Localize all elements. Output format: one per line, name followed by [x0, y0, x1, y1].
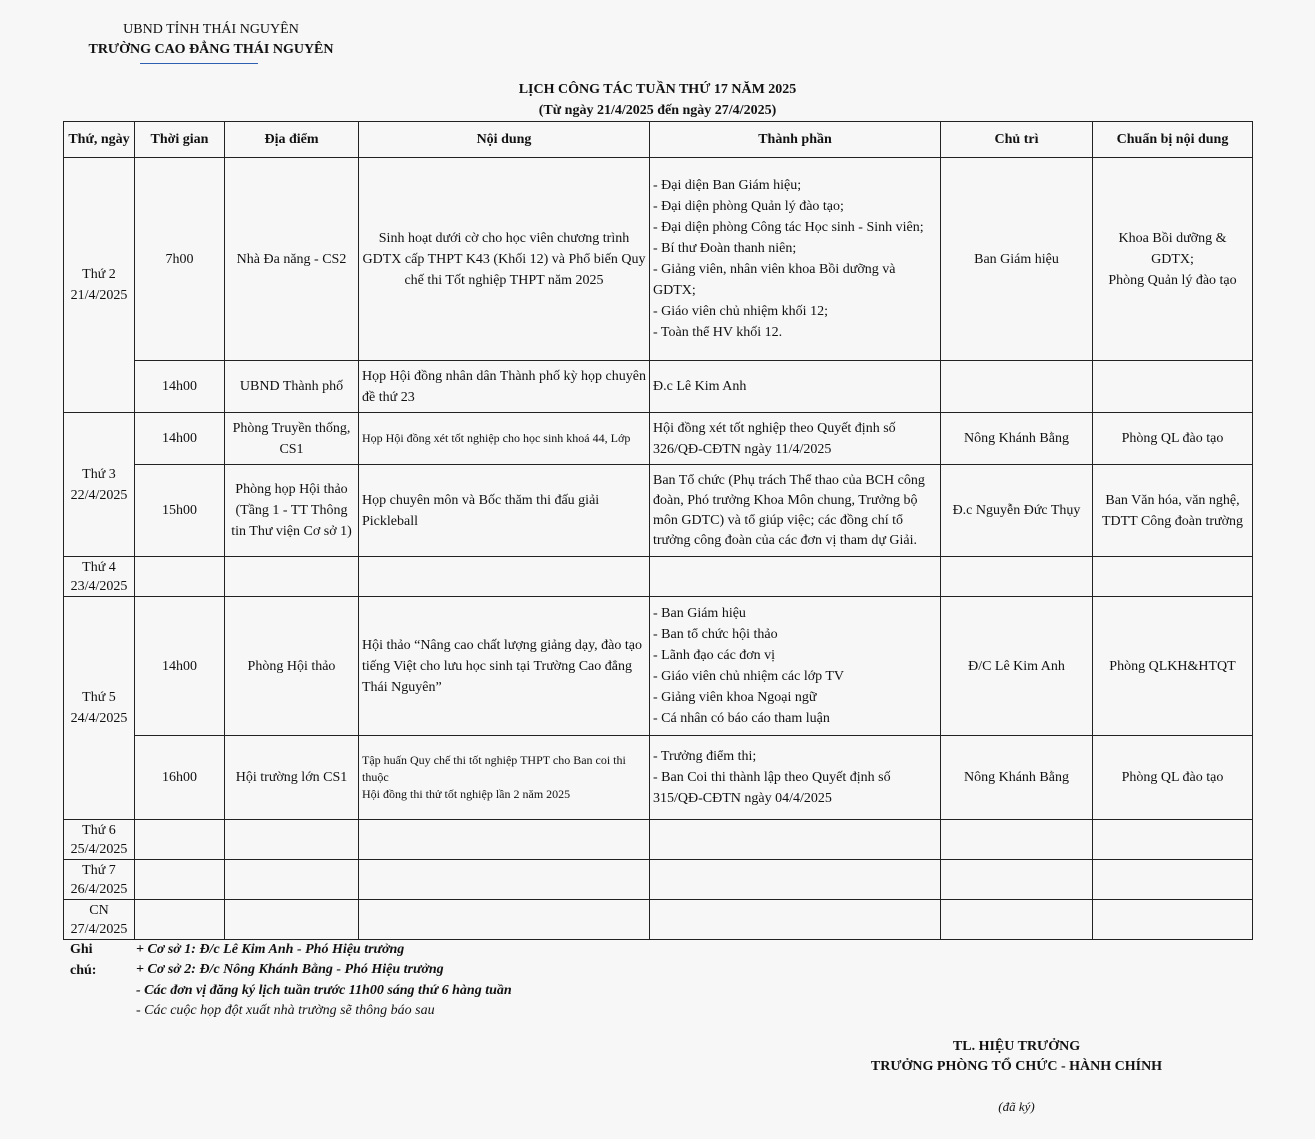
col-header-host: Chủ trì	[941, 122, 1093, 158]
place-cell	[225, 860, 359, 900]
prep-cell: Khoa Bồi dưỡng & GDTX; Phòng Quản lý đào tạo	[1093, 158, 1253, 361]
place-cell	[225, 820, 359, 860]
note-line: - Các đơn vị đăng ký lịch tuần trước 11h00 sáng thứ 6 hàng tuần	[136, 983, 512, 998]
prep-cell	[1093, 860, 1253, 900]
org-name: TRƯỜNG CAO ĐẲNG THÁI NGUYÊN	[88, 42, 334, 57]
table-row	[64, 413, 1253, 465]
page-subtitle: (Từ ngày 21/4/2025 đến ngày 27/4/2025)	[538, 103, 777, 118]
day-cell: Thứ 2 21/4/2025	[64, 158, 135, 413]
signature-title: TL. HIỆU TRƯỞNG	[952, 1039, 1081, 1054]
notes-label: Ghi chú:	[70, 942, 97, 978]
day-cell: Thứ 7 26/4/2025	[64, 860, 135, 900]
day-cell: CN 27/4/2025	[64, 900, 135, 940]
signature-signed: (đã ký)	[998, 1099, 1035, 1114]
prep-cell	[1093, 900, 1253, 940]
place-cell: Hội trường lớn CS1	[225, 736, 359, 820]
content-cell: Hội thảo “Nâng cao chất lượng giảng dạy, đào tạo tiếng Việt cho lưu học sinh tại Trường Cao đẳng Thái Nguyên”	[359, 597, 650, 736]
members-cell: - Trưởng điểm thi; - Ban Coi thi thành lập theo Quyết định số 315/QĐ-CĐTN ngày 04/4/2025	[650, 736, 941, 820]
col-header-place: Địa điểm	[225, 122, 359, 158]
content-cell	[359, 557, 650, 597]
time-cell	[135, 557, 225, 597]
time-cell: 14h00	[135, 361, 225, 413]
members-cell	[650, 820, 941, 860]
host-cell: Ban Giám hiệu	[941, 158, 1093, 361]
table-row	[64, 860, 1253, 900]
place-cell: Nhà Đa năng - CS2	[225, 158, 359, 361]
place-cell: Phòng họp Hội thảo (Tầng 1 - TT Thông tin Thư viện Cơ sở 1)	[225, 465, 359, 557]
place-cell: Phòng Truyền thống, CS1	[225, 413, 359, 465]
table-header-row	[64, 122, 1253, 158]
members-cell: - Đại diện Ban Giám hiệu; - Đại diện phòng Quản lý đào tạo; - Đại diện phòng Công tác Học sinh - Sinh viên; - Bí thư Đoàn thanh niên; - Giảng viên, nhân viên khoa Bồi dưỡng và GDTX; - Giáo viên chủ nhiệm khối 12; - Toàn thể HV khối 12.	[650, 158, 941, 361]
table-row	[64, 158, 1253, 361]
content-cell	[359, 820, 650, 860]
org-underline	[140, 63, 258, 64]
host-cell	[941, 900, 1093, 940]
members-cell: - Ban Giám hiệu - Ban tổ chức hội thảo - Lãnh đạo các đơn vị - Giáo viên chủ nhiệm các lớp TV - Giảng viên khoa Ngoại ngữ - Cá nhân có báo cáo tham luận	[650, 597, 941, 736]
host-cell: Nông Khánh Bằng	[941, 413, 1093, 465]
prep-cell: Phòng QLKH&HTQT	[1093, 597, 1253, 736]
day-cell: Thứ 4 23/4/2025	[64, 557, 135, 597]
host-cell	[941, 361, 1093, 413]
note-line: - Các cuộc họp đột xuất nhà trường sẽ thông báo sau	[136, 1003, 435, 1018]
content-cell: Họp chuyên môn và Bốc thăm thi đấu giải Pickleball	[359, 465, 650, 557]
content-cell: Tập huấn Quy chế thi tốt nghiệp THPT cho Ban coi thi thuộc Hội đồng thi thử tốt nghiệp lần 2 năm 2025	[359, 736, 650, 820]
time-cell	[135, 820, 225, 860]
time-cell	[135, 900, 225, 940]
time-cell	[135, 860, 225, 900]
org-parent: UBND TỈNH THÁI NGUYÊN	[123, 22, 299, 37]
schedule-table	[63, 121, 1253, 940]
time-cell: 16h00	[135, 736, 225, 820]
place-cell: Phòng Hội thảo	[225, 597, 359, 736]
table-row	[64, 465, 1253, 557]
members-cell	[650, 860, 941, 900]
page-title: LỊCH CÔNG TÁC TUẦN THỨ 17 NĂM 2025	[518, 82, 797, 97]
content-cell: Họp Hội đồng xét tốt nghiệp cho học sinh khoá 44, Lớp	[359, 413, 650, 465]
col-header-day: Thứ, ngày	[64, 122, 135, 158]
table-row	[64, 900, 1253, 940]
prep-cell	[1093, 361, 1253, 413]
time-cell: 7h00	[135, 158, 225, 361]
time-cell: 15h00	[135, 465, 225, 557]
day-cell: Thứ 6 25/4/2025	[64, 820, 135, 860]
members-cell: Ban Tổ chức (Phụ trách Thể thao của BCH công đoàn, Phó trưởng Khoa Môn chung, Trưởng bộ môn GDTC) và tổ giúp việc; các đồng chí tổ trưởng công đoàn của các đơn vị tham dự Giải.	[650, 465, 941, 557]
day-cell: Thứ 5 24/4/2025	[64, 597, 135, 820]
table-row	[64, 736, 1253, 820]
prep-cell: Phòng QL đào tạo	[1093, 736, 1253, 820]
host-cell: Đ.c Nguyễn Đức Thụy	[941, 465, 1093, 557]
host-cell: Nông Khánh Bằng	[941, 736, 1093, 820]
place-cell	[225, 557, 359, 597]
content-cell	[359, 900, 650, 940]
prep-cell	[1093, 557, 1253, 597]
note-line: + Cơ sở 2: Đ/c Nông Khánh Bằng - Phó Hiệu trưởng	[136, 962, 444, 977]
table-row	[64, 597, 1253, 736]
signature-position: TRƯỞNG PHÒNG TỔ CHỨC - HÀNH CHÍNH	[870, 1059, 1163, 1074]
members-cell: Hội đồng xét tốt nghiệp theo Quyết định số 326/QĐ-CĐTN ngày 11/4/2025	[650, 413, 941, 465]
table-row	[64, 557, 1253, 597]
day-cell: Thứ 3 22/4/2025	[64, 413, 135, 557]
time-cell: 14h00	[135, 597, 225, 736]
members-cell	[650, 900, 941, 940]
host-cell	[941, 820, 1093, 860]
host-cell	[941, 557, 1093, 597]
content-cell: Họp Hội đồng nhân dân Thành phố kỳ họp chuyên đề thứ 23	[359, 361, 650, 413]
prep-cell: Ban Văn hóa, văn nghệ, TDTT Công đoàn trường	[1093, 465, 1253, 557]
members-cell	[650, 557, 941, 597]
prep-cell	[1093, 820, 1253, 860]
members-cell: Đ.c Lê Kim Anh	[650, 361, 941, 413]
time-cell: 14h00	[135, 413, 225, 465]
content-cell: Sinh hoạt dưới cờ cho học viên chương trình GDTX cấp THPT K43 (Khối 12) và Phổ biến Quy chế thi Tốt nghiệp THPT năm 2025	[359, 158, 650, 361]
col-header-members: Thành phần	[650, 122, 941, 158]
place-cell	[225, 900, 359, 940]
col-header-time: Thời gian	[135, 122, 225, 158]
table-row	[64, 361, 1253, 413]
host-cell: Đ/C Lê Kim Anh	[941, 597, 1093, 736]
col-header-prep: Chuẩn bị nội dung	[1093, 122, 1253, 158]
note-line: + Cơ sở 1: Đ/c Lê Kim Anh - Phó Hiệu trưởng	[136, 942, 405, 957]
col-header-content: Nội dung	[359, 122, 650, 158]
content-cell	[359, 860, 650, 900]
prep-cell: Phòng QL đào tạo	[1093, 413, 1253, 465]
table-row	[64, 820, 1253, 860]
host-cell	[941, 860, 1093, 900]
place-cell: UBND Thành phố	[225, 361, 359, 413]
